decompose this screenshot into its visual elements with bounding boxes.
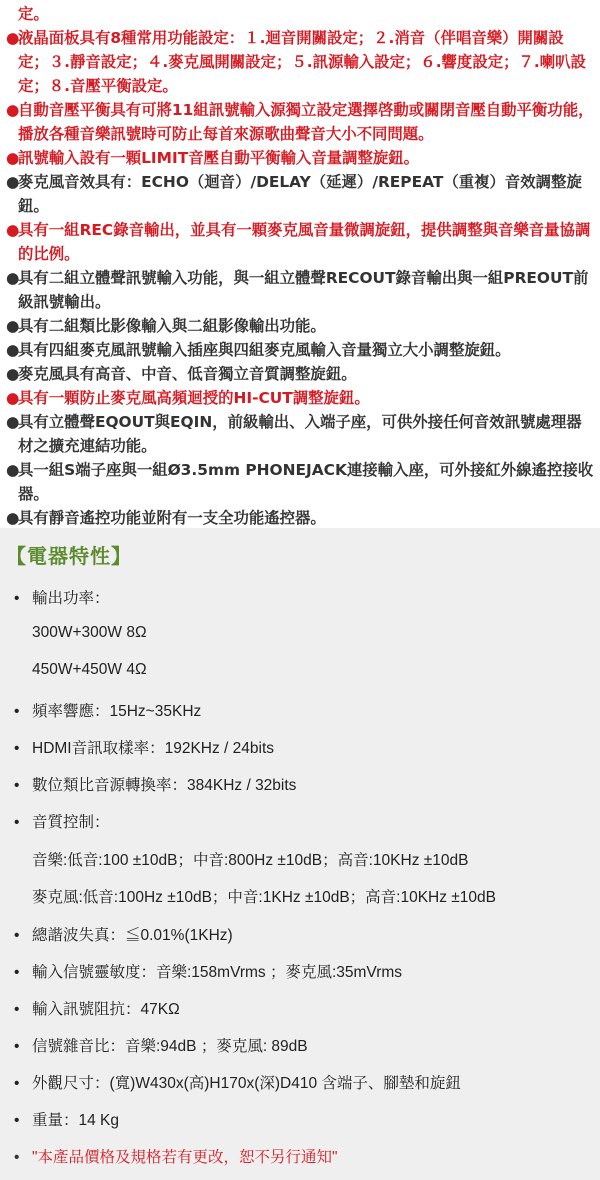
bullet-icon: ●	[6, 389, 20, 407]
spec-sub-item: 450W+450W 4Ω	[32, 661, 147, 678]
spec-item: • 輸入信號靈敏度：音樂:158mVrms ；麥克風:35mVrms	[14, 964, 403, 981]
bullet-icon: ●	[6, 149, 20, 167]
bullet-icon: •	[14, 703, 20, 720]
spec-item: • 外觀尺寸：(寬)W430x(高)H170x(深)D410 含端子、腳墊和旋鈕	[14, 1075, 461, 1092]
feature-list	[0, 0, 600, 530]
bullet-icon: •	[14, 1038, 20, 1055]
bullet-icon: •	[14, 1112, 20, 1129]
feature-item: ● 具有一組REC錄音輸出，並具有一顆麥克風音量微調旋鈕，提供調整與音樂音量協調的比例。	[6, 218, 594, 266]
spec-item: • 總諧波失真：≦0.01%(1KHz)	[14, 927, 233, 944]
bullet-icon: ●	[6, 341, 20, 359]
section-title: 【電器特性】	[6, 544, 132, 568]
bullet-icon: •	[14, 814, 20, 831]
bullet-icon: •	[14, 927, 20, 944]
bullet-icon: ●	[6, 413, 20, 431]
feature-item: ● 訊號輸入設有一顆LIMIT音壓自動平衡輸入音量調整旋鈕。	[6, 146, 594, 170]
spec-item: • 輸入訊號阻抗：47KΩ	[14, 1001, 180, 1018]
bullet-icon: •	[14, 740, 20, 757]
bullet-icon: ●	[6, 509, 20, 527]
feature-item: ● 麥克風音效具有：ECHO（迴音）/DELAY（延遲）/REPEAT（重複）音效調整旋鈕。	[6, 170, 594, 218]
spec-item: • 重量：14 Kg	[14, 1112, 120, 1129]
feature-item: ● 具有靜音遙控功能並附有一支全功能遙控器。	[6, 506, 594, 530]
spec-sub-item: 麥克風:低音:100Hz ±10dB；中音:1KHz ±10dB；高音:10KHz ±10dB	[32, 889, 496, 906]
feature-item: ● 具有二組立體聲訊號輸入功能，與一組立體聲RECOUT錄音輸出與一組PREOUT前級訊號輸出。	[6, 266, 594, 314]
spec-item: • 頻率響應：15Hz~35KHz	[14, 703, 202, 720]
bullet-icon: ●	[6, 461, 20, 479]
feature-item: ● 液晶面板具有8種常用功能設定：１.迴音開關設定；２.消音（伴唱音樂）開關設定；３.靜音設定；４.麥克風開關設定；５.訊源輸入設定；６.響度設定；７.喇叭設定；８.音壓平衡設定。	[6, 26, 594, 98]
spec-item: • 音質控制：	[14, 814, 110, 831]
bullet-icon: ●	[6, 269, 20, 287]
bullet-icon: •	[14, 777, 20, 794]
feature-item: ● 具有二組類比影像輸入與二組影像輸出功能。	[6, 314, 594, 338]
bullet-icon: •	[14, 1001, 20, 1018]
bullet-icon: ●	[6, 365, 20, 383]
spec-item: • 輸出功率：	[14, 590, 110, 607]
bullet-icon: ●	[6, 221, 20, 239]
spec-item: • 數位類比音源轉換率：384KHz / 32bits	[14, 777, 297, 794]
bullet-icon: ●	[6, 29, 20, 47]
feature-item: ● 麥克風具有高音、中音、低音獨立音質調整旋鈕。	[6, 362, 594, 386]
electrical-specs-section	[0, 528, 600, 1180]
bullet-icon: ●	[6, 173, 20, 191]
disclaimer-note: • "本產品價格及規格若有更改，恕不另行通知"	[14, 1149, 338, 1166]
spec-sub-item: 音樂:低音:100 ±10dB；中音:800Hz ±10dB；高音:10KHz ±10dB	[32, 852, 469, 869]
bullet-icon: •	[14, 1149, 20, 1166]
feature-item: ● 具有立體聲EQOUT與EQIN，前級輸出、入端子座，可供外接任何音效訊號處理器材之擴充連結功能。	[6, 410, 594, 458]
feature-item: ● 具有一顆防止麥克風高頻迴授的HI-CUT調整旋鈕。	[6, 386, 594, 410]
bullet-icon: •	[14, 964, 20, 981]
feature-item: ● 具一組S端子座與一組Ø3.5mm PHONEJACK連接輸入座，可外接紅外線遙控接收器。	[6, 458, 594, 506]
bullet-icon: •	[14, 590, 20, 607]
spec-sub-item: 300W+300W 8Ω	[32, 624, 147, 641]
bullet-icon: ●	[6, 101, 20, 119]
feature-item: 定。	[18, 5, 49, 23]
bullet-icon: ●	[6, 317, 20, 335]
feature-item: ● 具有四組麥克風訊號輸入插座與四組麥克風輸入音量獨立大小調整旋鈕。	[6, 338, 594, 362]
spec-item: • HDMI音訊取樣率：192KHz / 24bits	[14, 740, 275, 757]
spec-item: • 信號雜音比：音樂:94dB ；麥克風: 89dB	[14, 1038, 308, 1055]
bullet-icon: •	[14, 1075, 20, 1092]
feature-item: ● 自動音壓平衡具有可將11組訊號輸入源獨立設定選擇啓動或關閉音壓自動平衡功能，播放各種音樂訊號時可防止每首來源歌曲聲音大小不同問題。	[6, 98, 594, 146]
